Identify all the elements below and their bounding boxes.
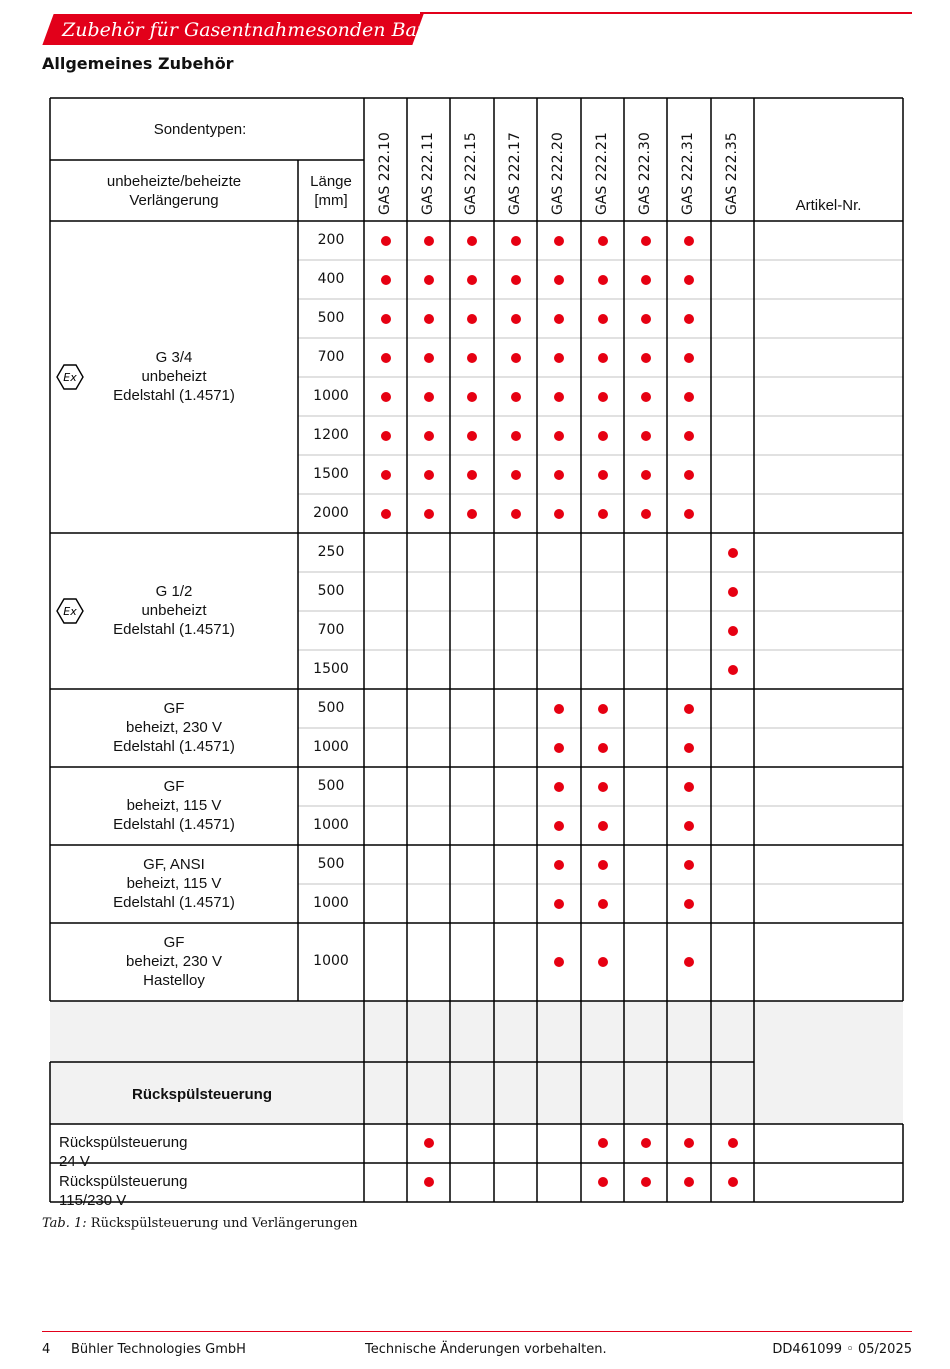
status-dot [554,821,564,831]
status-dot [467,353,477,363]
status-dot [598,431,608,441]
status-dot [641,314,651,324]
status-dot [641,275,651,285]
status-dot [598,509,608,519]
status-dot [728,665,738,675]
length-cell: 1000 [313,953,349,969]
status-dot [511,236,521,246]
status-dot [424,353,434,363]
status-dot [598,1177,608,1187]
status-dot [641,236,651,246]
rueck-header: Rückspülsteuerung [131,1086,273,1103]
ex-icon [56,597,84,625]
column-header-8: GAS 222.35 [724,132,740,215]
status-dot [467,392,477,402]
status-dot [381,392,391,402]
status-dot [511,275,521,285]
length-cell: 500 [317,699,345,716]
status-dot [684,743,694,753]
banner-title: Zubehör für Gasentnahmesonden Bau- [62,19,436,41]
status-dot [684,1177,694,1187]
length-cell: 1200 [313,426,349,443]
page-number: 4 [42,1342,51,1357]
group-label: G 1/2 unbeheizt Edelstahl (1.4571) [113,583,235,638]
status-dot [554,704,564,714]
status-dot [381,353,391,363]
status-dot [684,860,694,870]
table-caption [42,1216,358,1231]
status-dot [381,275,391,285]
status-dot [684,275,694,285]
status-dot [684,353,694,363]
status-dot [598,782,608,792]
column-header-3: GAS 222.17 [507,132,523,215]
status-dot [728,1138,738,1148]
status-dot [598,470,608,480]
status-dot [511,353,521,363]
status-dot [554,782,564,792]
length-cell: 500 [317,582,345,599]
status-dot [511,509,521,519]
status-dot [424,470,434,480]
rueck-row-label: Rückspülsteuerung 24 V [59,1134,188,1170]
status-dot [424,275,434,285]
verlaengerung-header: unbeheizte/beheizte Verlängerung [106,173,242,209]
status-dot [424,509,434,519]
ex-icon [56,363,84,391]
svg-text:Ex: Ex [63,371,77,384]
status-dot [554,743,564,753]
status-dot [684,782,694,792]
status-dot [598,314,608,324]
status-dot [381,470,391,480]
status-dot [424,431,434,441]
status-dot [598,236,608,246]
ex-icon [56,363,84,391]
status-dot [728,626,738,636]
status-dot [598,899,608,909]
length-cell: 1500 [313,465,349,482]
status-dot [598,704,608,714]
status-dot [684,392,694,402]
status-dot [684,314,694,324]
group-label: G 3/4 unbeheizt Edelstahl (1.4571) [113,349,235,404]
status-dot [684,470,694,480]
column-header-6: GAS 222.30 [637,132,653,215]
status-dot [554,509,564,519]
status-dot [684,704,694,714]
status-dot [554,314,564,324]
status-dot [641,392,651,402]
status-dot [641,509,651,519]
length-cell: 2000 [313,504,349,521]
artikel-header: Artikel-Nr. [795,197,862,214]
status-dot [424,236,434,246]
group-label: GF, ANSI beheizt, 115 V Edelstahl (1.4571) [113,856,235,911]
status-dot [381,509,391,519]
status-dot [728,1177,738,1187]
footer-note: Technische Änderungen vorbehalten. [365,1342,607,1357]
laenge-header: Länge [mm] [310,173,352,209]
status-dot [554,392,564,402]
column-header-4: GAS 222.20 [550,132,566,215]
status-dot [641,431,651,441]
status-dot [598,275,608,285]
sondentypen-label: Sondentypen: [153,121,247,138]
length-cell: 1000 [313,738,349,755]
status-dot [467,509,477,519]
status-dot [728,587,738,597]
cell-shade [50,1001,364,1062]
footer-doc-id: DD461099 ◦ 05/2025 [772,1342,912,1357]
status-dot [684,899,694,909]
group-label: GF beheizt, 230 V Hastelloy [126,934,222,989]
status-dot [424,1177,434,1187]
status-dot [554,957,564,967]
status-dot [511,314,521,324]
column-header-7: GAS 222.31 [680,132,696,215]
status-dot [467,275,477,285]
group-label: GF beheizt, 230 V Edelstahl (1.4571) [113,700,235,755]
status-dot [381,431,391,441]
status-dot [598,353,608,363]
status-dot [381,236,391,246]
status-dot [554,275,564,285]
section-subtitle: Allgemeines Zubehör [42,54,234,73]
status-dot [684,957,694,967]
status-dot [424,1138,434,1148]
length-cell: 500 [317,777,345,794]
status-dot [554,236,564,246]
status-dot [511,470,521,480]
ex-icon [56,597,84,625]
length-cell: 1000 [313,387,349,404]
length-cell: 1500 [313,660,349,677]
length-cell: 250 [317,543,345,560]
status-dot [684,509,694,519]
length-cell: 1000 [313,894,349,911]
status-dot [554,899,564,909]
length-cell: 500 [317,855,345,872]
rueck-row-label: Rückspülsteuerung 115/230 V [59,1173,188,1209]
length-cell: 1000 [313,816,349,833]
status-dot [641,353,651,363]
group-label: GF beheizt, 115 V Edelstahl (1.4571) [113,778,235,833]
status-dot [684,236,694,246]
status-dot [641,1138,651,1148]
column-header-1: GAS 222.11 [420,132,436,215]
length-cell: 700 [317,348,345,365]
caption-text: Rückspülsteuerung und Verlängerungen [90,1216,358,1231]
status-dot [467,236,477,246]
length-cell: 700 [317,621,345,638]
svg-text:Ex: Ex [63,605,77,618]
caption-prefix: Tab. 1: [42,1216,87,1231]
status-dot [684,821,694,831]
status-dot [467,314,477,324]
status-dot [424,314,434,324]
column-header-2: GAS 222.15 [463,132,479,215]
status-dot [641,1177,651,1187]
status-dot [728,548,738,558]
footer-company: Bühler Technologies GmbH [71,1342,246,1357]
status-dot [598,860,608,870]
status-dot [424,392,434,402]
status-dot [511,392,521,402]
status-dot [381,314,391,324]
status-dot [684,1138,694,1148]
status-dot [641,470,651,480]
status-dot [554,470,564,480]
status-dot [554,431,564,441]
length-cell: 200 [317,231,345,248]
status-dot [554,860,564,870]
status-dot [598,1138,608,1148]
footer-rule [42,1331,912,1332]
column-header-0: GAS 222.10 [377,132,393,215]
status-dot [467,470,477,480]
status-dot [598,957,608,967]
status-dot [684,431,694,441]
length-cell: 500 [317,309,345,326]
status-dot [598,821,608,831]
length-cell: 400 [317,270,345,287]
status-dot [511,431,521,441]
status-dot [554,353,564,363]
column-header-5: GAS 222.21 [594,132,610,215]
status-dot [598,392,608,402]
status-dot [467,431,477,441]
status-dot [598,743,608,753]
